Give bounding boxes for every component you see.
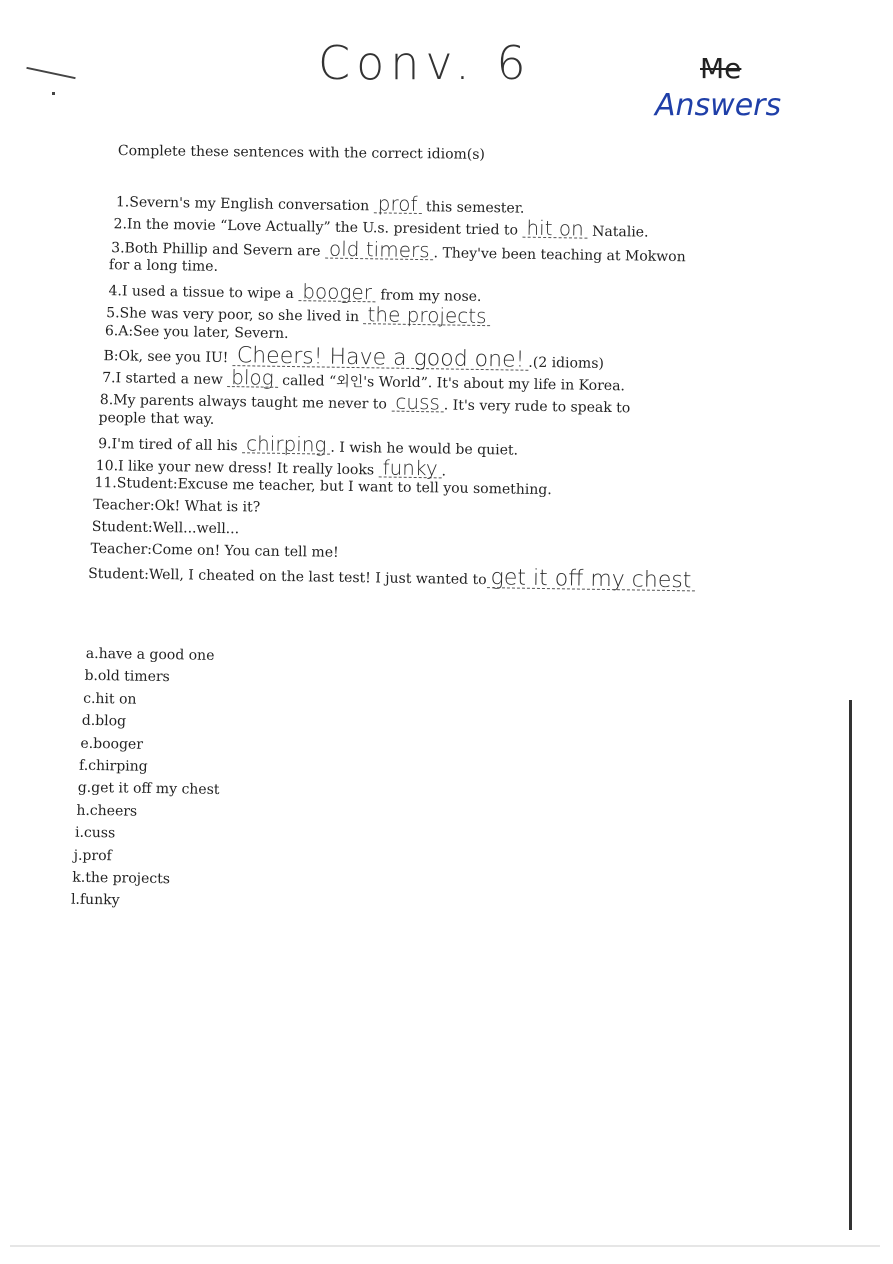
option-item: g.get it off my chest xyxy=(77,780,220,799)
question-text: . It's very rude to speak to xyxy=(443,397,631,417)
handwritten-answer: booger xyxy=(298,282,376,302)
question-text: 4.I used a tissue to wipe a xyxy=(108,283,299,303)
handwritten-answer: get it off my chest xyxy=(486,569,695,591)
option-item: d.blog xyxy=(81,712,127,730)
question-text: this semester. xyxy=(421,199,525,217)
question-text: . I wish he would be quiet. xyxy=(330,439,519,459)
pen-mark xyxy=(52,92,55,95)
question-text: . xyxy=(441,462,447,480)
handwritten-answer: the projects xyxy=(363,305,490,326)
question-line xyxy=(93,497,260,516)
question-text: Student:Well...well... xyxy=(91,518,240,538)
handwritten-answer: hit on xyxy=(522,218,588,238)
handwritten-answer: prof xyxy=(374,194,422,214)
option-item: h.cheers xyxy=(76,802,138,820)
question-text: 9.I'm tired of all his xyxy=(98,435,243,455)
question-text: 6.A:See you later, Severn. xyxy=(104,322,289,342)
option-item: a.have a good one xyxy=(85,645,215,664)
handwritten-answer: blog xyxy=(227,368,278,388)
question-line xyxy=(94,475,551,498)
instructions: Complete these sentences with the correct idiom(s) xyxy=(117,143,486,163)
question-line xyxy=(98,410,214,428)
option-item: j.prof xyxy=(73,847,112,864)
question-text: B:Ok, see you IU! xyxy=(103,347,233,366)
answers-label: Answers xyxy=(655,88,782,123)
handwritten-answer: cuss xyxy=(391,393,444,413)
question-line xyxy=(88,562,696,591)
scan-edge xyxy=(849,700,852,1230)
question-text: 3.Both Phillip and Severn are xyxy=(111,239,326,260)
option-item: l.funky xyxy=(70,892,120,909)
question-line xyxy=(90,541,338,561)
struck-word: Me xyxy=(700,52,742,85)
handwritten-answer: funky xyxy=(378,458,441,478)
question-text: 10.I like your new dress! It really looks xyxy=(95,457,379,479)
question-text: 8.My parents always taught me never to xyxy=(99,392,392,413)
question-text: Natalie. xyxy=(587,223,649,241)
option-item: i.cuss xyxy=(74,824,116,842)
option-item: f.chirping xyxy=(78,757,148,775)
option-item: b.old timers xyxy=(84,668,170,686)
question-text: 5.She was very poor, so she lived in xyxy=(106,305,364,326)
option-item: c.hit on xyxy=(83,690,137,708)
question-text: .(2 idioms) xyxy=(528,354,605,372)
question-line xyxy=(105,323,289,342)
question-text: Teacher:Come on! You can tell me! xyxy=(90,540,339,561)
handwritten-answer: Cheers! Have a good one! xyxy=(233,347,529,371)
question-text: 7.I started a new xyxy=(102,370,228,389)
question-text: from my nose. xyxy=(375,287,482,306)
question-text: Student:Well, I cheated on the last test! I just wanted to xyxy=(88,565,487,588)
question-text: people that way. xyxy=(98,410,215,428)
handwritten-answer: old timers xyxy=(325,239,434,260)
question-text: Teacher:Ok! What is it? xyxy=(93,497,261,516)
question-text: 1.Severn's my English conversation xyxy=(115,194,374,215)
question-text: 2.In the movie “Love Actually” the U.s. president tried to xyxy=(113,216,523,239)
question-text: for a long time. xyxy=(108,257,219,276)
question-text: 11.Student:Excuse me teacher, but I want to tell you something. xyxy=(94,475,552,499)
option-item: e.booger xyxy=(80,735,144,753)
worksheet-title: Conv. 6 xyxy=(318,36,532,90)
pen-mark xyxy=(26,67,75,79)
handwritten-answer: chirping xyxy=(242,434,331,454)
option-item: k.the projects xyxy=(72,869,171,888)
scan-edge-bottom xyxy=(10,1245,880,1247)
question-text: . They've been teaching at Mokwon xyxy=(433,244,686,265)
question-line xyxy=(92,519,239,537)
question-text: called “외인's World”. It's about my life in Korea. xyxy=(277,373,626,395)
question-line xyxy=(109,258,218,276)
